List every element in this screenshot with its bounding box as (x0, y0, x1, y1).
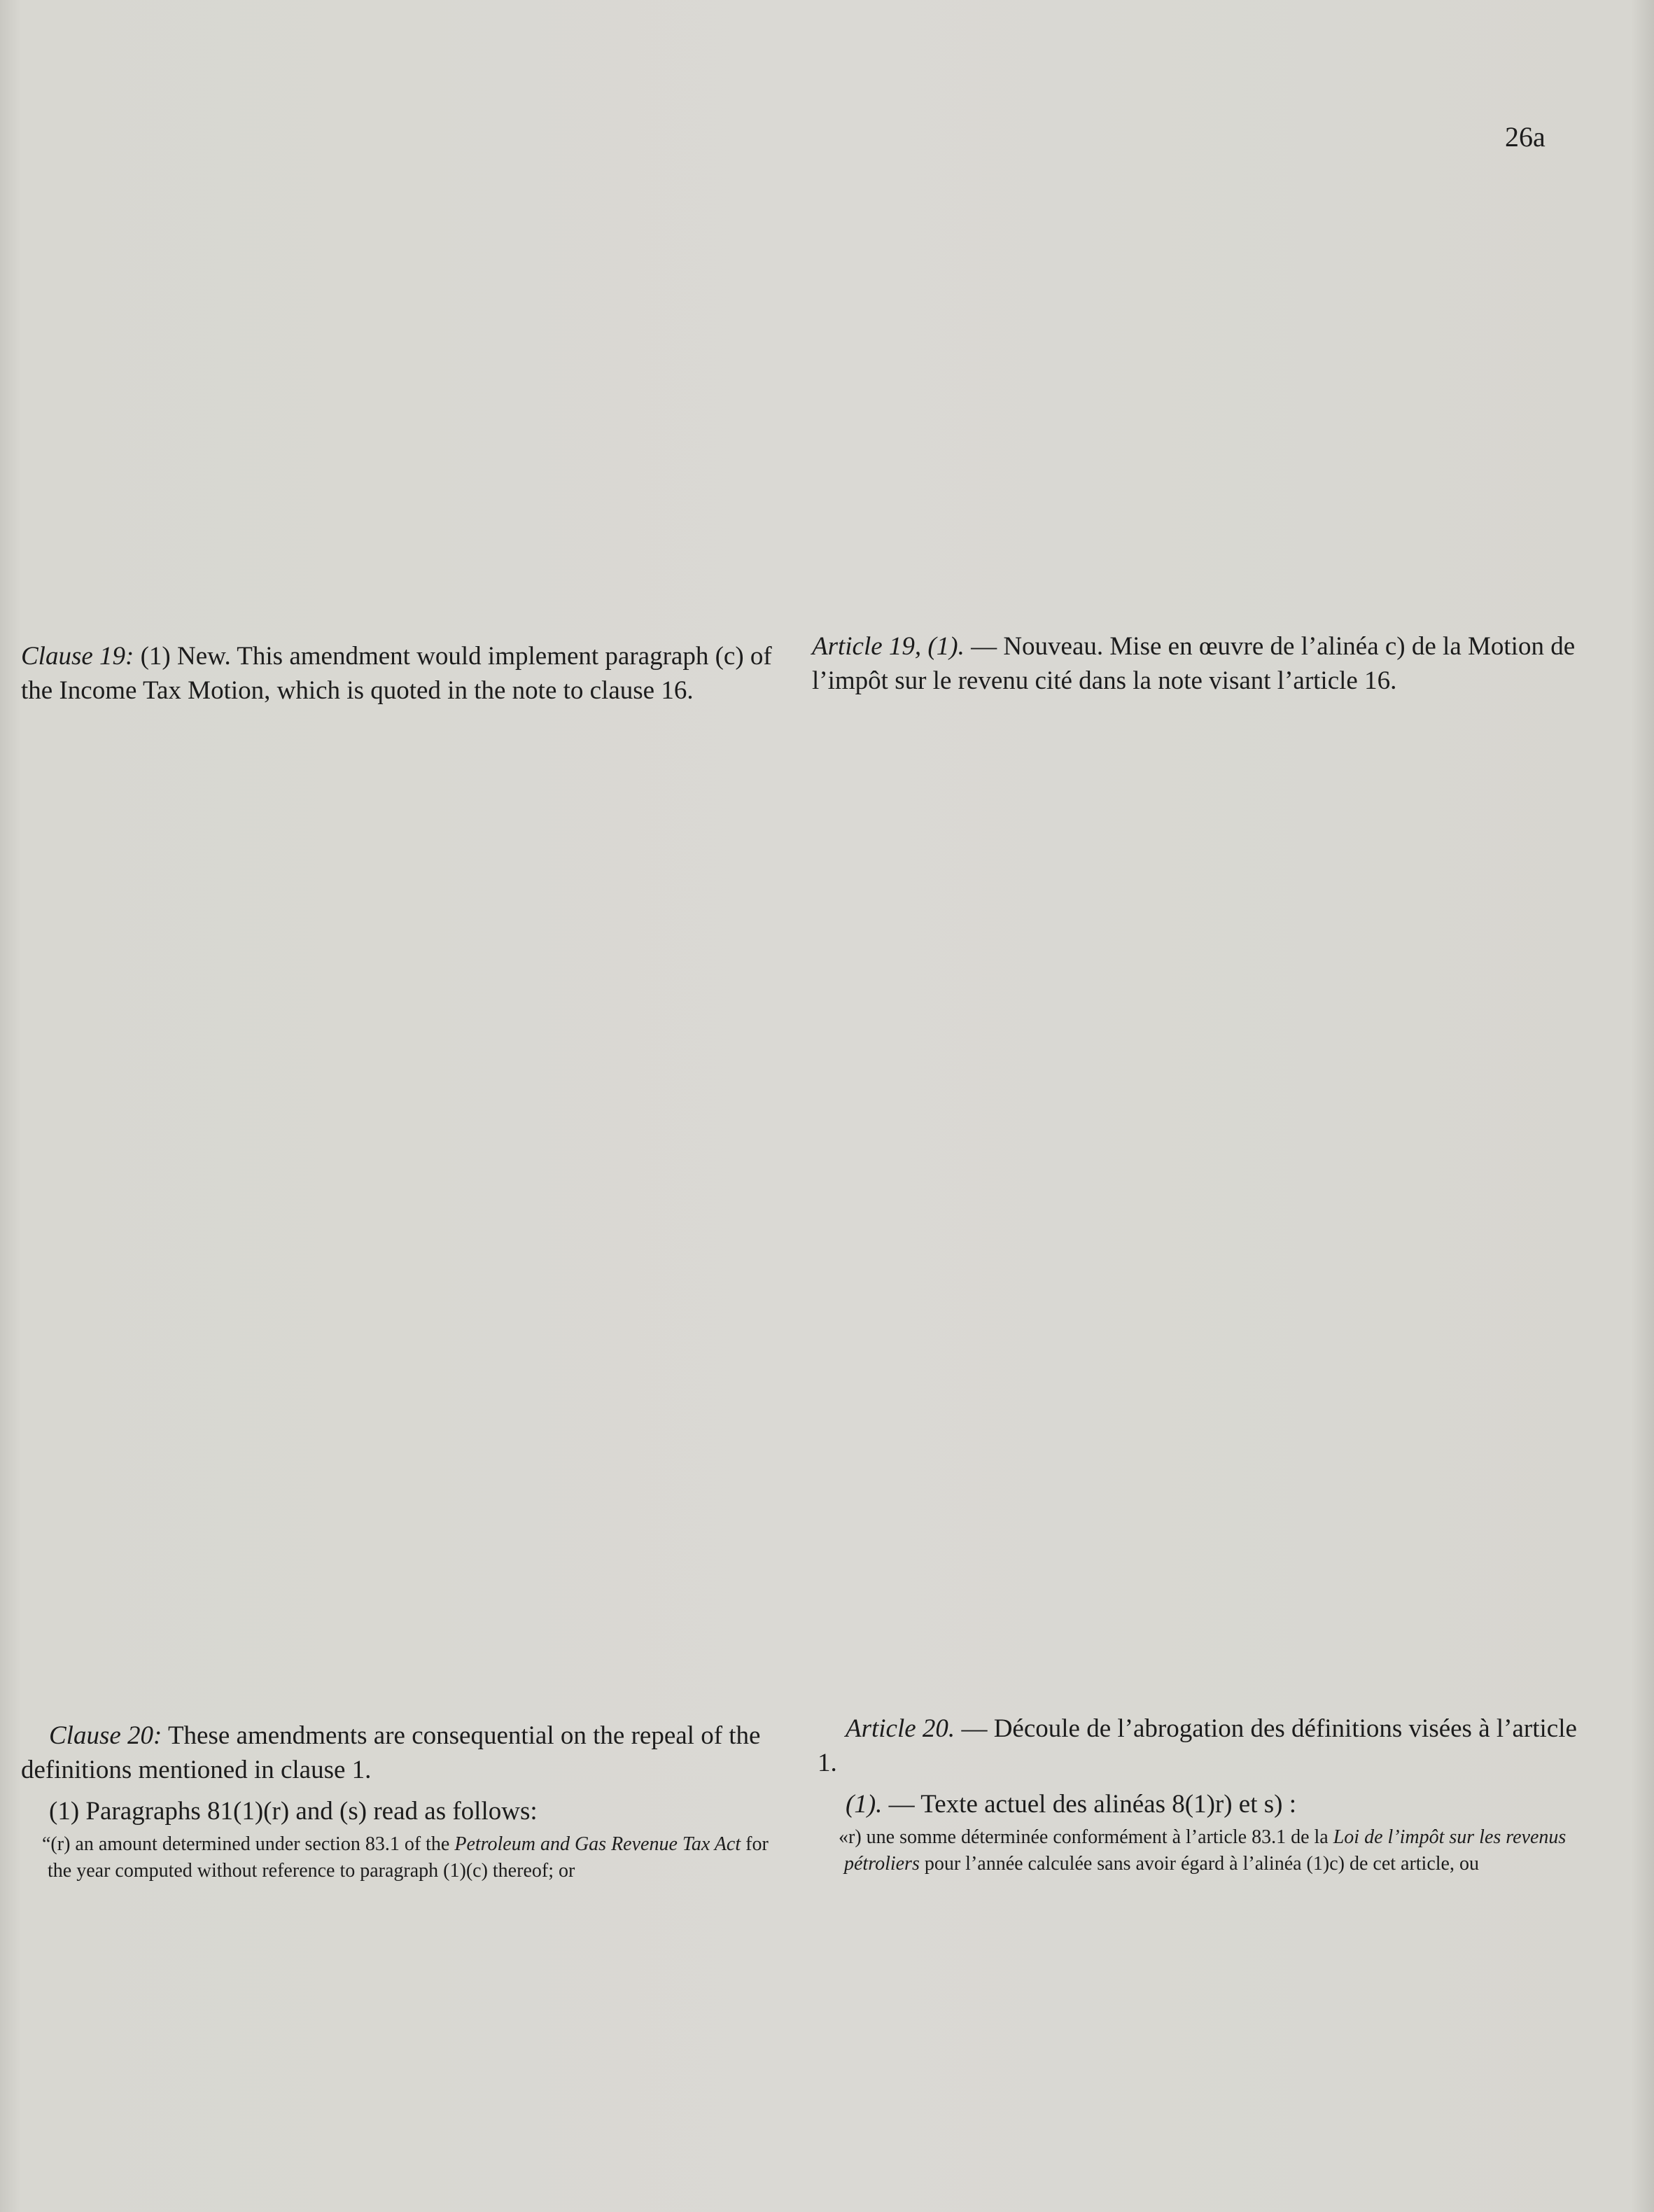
quote-fr-suffix: pour l’année calculée sans avoir égard à l’alinéa (1)c) de cet article, ou (919, 1852, 1479, 1875)
clause-20-en-quote (21, 1831, 790, 1883)
clause-20-en-text: These amendments are consequential on the repeal of the definitions mentioned in clause 1. (21, 1721, 761, 1784)
clause-19-english-note (21, 640, 777, 708)
clause-19-fr-text: — Nouveau. Mise en œuvre de l’alinéa c) de la Motion de l’impôt sur le revenu cité dans la note visant l’article 16. (812, 632, 1576, 695)
clause-20-en-label: Clause 20: (49, 1721, 162, 1750)
clause-19-en-text: (1) New. This amendment would implement paragraph (c) of the Income Tax Motion, which is quoted in the note to clause 16. (21, 642, 772, 705)
clause-20-fr-label: Article 20. (846, 1714, 955, 1743)
clause-19-french-note (812, 630, 1576, 699)
clause-20-fr-sub-label: (1). (846, 1789, 883, 1819)
clause-20-fr-text: — Découle de l’abrogation des définitions visées à l’article 1. (818, 1714, 1577, 1777)
clause-20-english-note (21, 1719, 790, 1884)
clause-20-en-subtext: (1) Paragraphs 81(1)(r) and (s) read as follows: (49, 1796, 538, 1826)
page-number: 26a (1505, 121, 1546, 153)
clause-20-fr-quote (818, 1824, 1582, 1876)
quote-fr-prefix: «r) une somme déterminée conformément à l’article 83.1 de la (839, 1826, 1333, 1849)
clause-20-french-note (818, 1712, 1582, 1877)
quote-en-prefix: “(r) an amount determined under section 83.1 of the (42, 1833, 455, 1856)
quote-fr-italic: Loi de l’impôt sur les revenus pétroliers (844, 1826, 1567, 1875)
clause-19-en-label: Clause 19: (21, 642, 134, 671)
clause-20-fr-subtext: — Texte actuel des alinéas 8(1)r) et s) : (882, 1789, 1296, 1819)
quote-en-suffix: for the year computed without reference to paragraph (1)(c) thereof; or (48, 1833, 769, 1882)
clause-19-fr-label: Article 19, (1). (812, 632, 965, 661)
quote-en-italic: Petroleum and Gas Revenue Tax Act (454, 1833, 741, 1856)
